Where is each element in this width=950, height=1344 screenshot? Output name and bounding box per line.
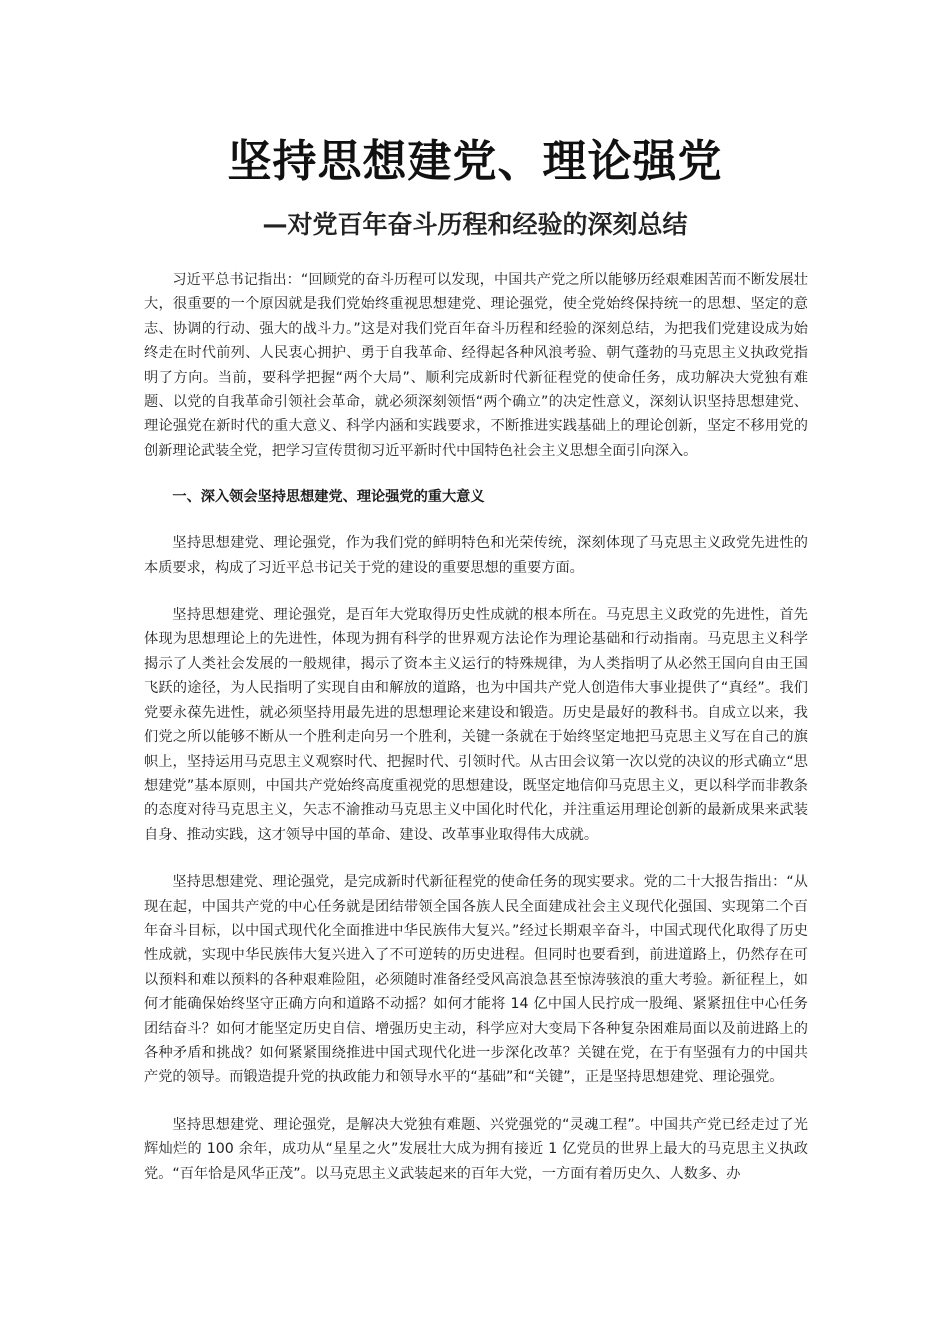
intro-paragraph: 习近平总书记指出：“回顾党的奋斗历程可以发现，中国共产党之所以能够历经艰难困苦而不断发展壮大，很重要的一个原因就是我们党始终重视思想建党、理论强党，使全党始终保持统一的思想、坚定的意志、协调的行动、强大的战斗力。”这是对我们党百年奋斗历程和经验的深刻总结，为把我们党建设成为始终走在时代前列、人民衷心拥护、勇于自我革命、经得起各种风浪考验、朝气蓬勃的马克思主义执政党指明了方向。当前，要科学把握“两个大局”、顺利完成新时代新征程党的使命任务，成功解决大党独有难题、以党的自我革命引领社会革命，就必须深刻领悟“两个确立”的决定性意义，深刻认识坚持思想建党、理论强党在新时代的重大意义、科学内涵和实践要求，不断推进实践基础上的理论创新，坚定不移用党的创新理论武装全党，把学习宣传贯彻习近平新时代中国特色社会主义思想全面引向深入。 (144, 272, 808, 459)
document-subtitle: —对党百年奋斗历程和经验的深刻总结 (262, 210, 688, 239)
document-title: 坚持思想建党、理论强党 (227, 136, 723, 187)
body-paragraph: 坚持思想建党、理论强党，是解决大党独有难题、兴党强党的“灵魂工程”。中国共产党已经走过了光辉灿烂的 100 余年，成功从“星星之火”发展壮大成为拥有接近 1 亿党员的世界上最大的马克思主义执政党。“百年恰是风华正茂”。以马克思主义武装起来的百年大党，一方面有着历史久、人数多、办 (144, 1116, 808, 1182)
section-heading: 一、深入领会坚持思想建党、理论强党的重大意义 (172, 489, 485, 506)
document-body (144, 268, 808, 1186)
body-paragraph: 坚持思想建党、理论强党，作为我们党的鲜明特色和光荣传统，深刻体现了马克思主义政党先进性的本质要求，构成了习近平总书记关于党的建设的重要思想的重要方面。 (144, 535, 808, 576)
body-paragraph: 坚持思想建党、理论强党，是百年大党取得历史性成就的根本所在。马克思主义政党的先进性，首先体现为思想理论上的先进性，体现为拥有科学的世界观方法论作为理论基础和行动指南。马克思主义科学揭示了人类社会发展的一般规律，揭示了资本主义运行的特殊规律，为人类指明了从必然王国向自由王国飞跃的途径，为人民指明了实现自由和解放的道路，也为中国共产党人创造伟大事业提供了“真经”。我们党要永葆先进性，就必须坚持用最先进的思想理论来建设和锻造。历史是最好的教科书。自成立以来，我们党之所以能够不断从一个胜利走向另一个胜利，关键一条就在于始终坚定地把马克思主义写在自己的旗帜上，坚持运用马克思主义观察时代、把握时代、引领时代。从古田会议第一次以党的决议的形式确立“思想建党”基本原则，中国共产党始终高度重视党的思想建设，既坚定地信仰马克思主义，更以科学而非教条的态度对待马克思主义，矢志不渝推动马克思主义中国化时代化，并注重运用理论创新的最新成果来武装自身、推动实践，这才领导中国的革命、建设、改革事业取得伟大成就。 (144, 607, 808, 843)
body-paragraph: 坚持思想建党、理论强党，是完成新时代新征程党的使命任务的现实要求。党的二十大报告指出：“从现在起，中国共产党的中心任务就是团结带领全国各族人民全面建成社会主义现代化强国、实现第二个百年奋斗目标，以中国式现代化全面推进中华民族伟大复兴。”经过长期艰辛奋斗，中国式现代化取得了历史性成就，实现中华民族伟大复兴进入了不可逆转的历史进程。但同时也要看到，前进道路上，仍然存在可以预料和难以预料的各种艰难险阻，必须随时准备经受风高浪急甚至惊涛骇浪的重大考验。新征程上，如何才能确保始终坚守正确方向和道路不动摇？如何才能将 14 亿中国人民拧成一股绳、紧紧扭住中心任务团结奋斗？如何才能坚定历史自信、增强历史主动，科学应对大变局下各种复杂困难局面以及前进路上的各种矛盾和挑战？如何紧紧围绕推进中国式现代化进一步深化改革？关键在党，在于有坚强有力的中国共产党的领导。而锻造提升党的执政能力和领导水平的“基础”和“关键”，正是坚持思想建党、理论强党。 (144, 874, 808, 1086)
